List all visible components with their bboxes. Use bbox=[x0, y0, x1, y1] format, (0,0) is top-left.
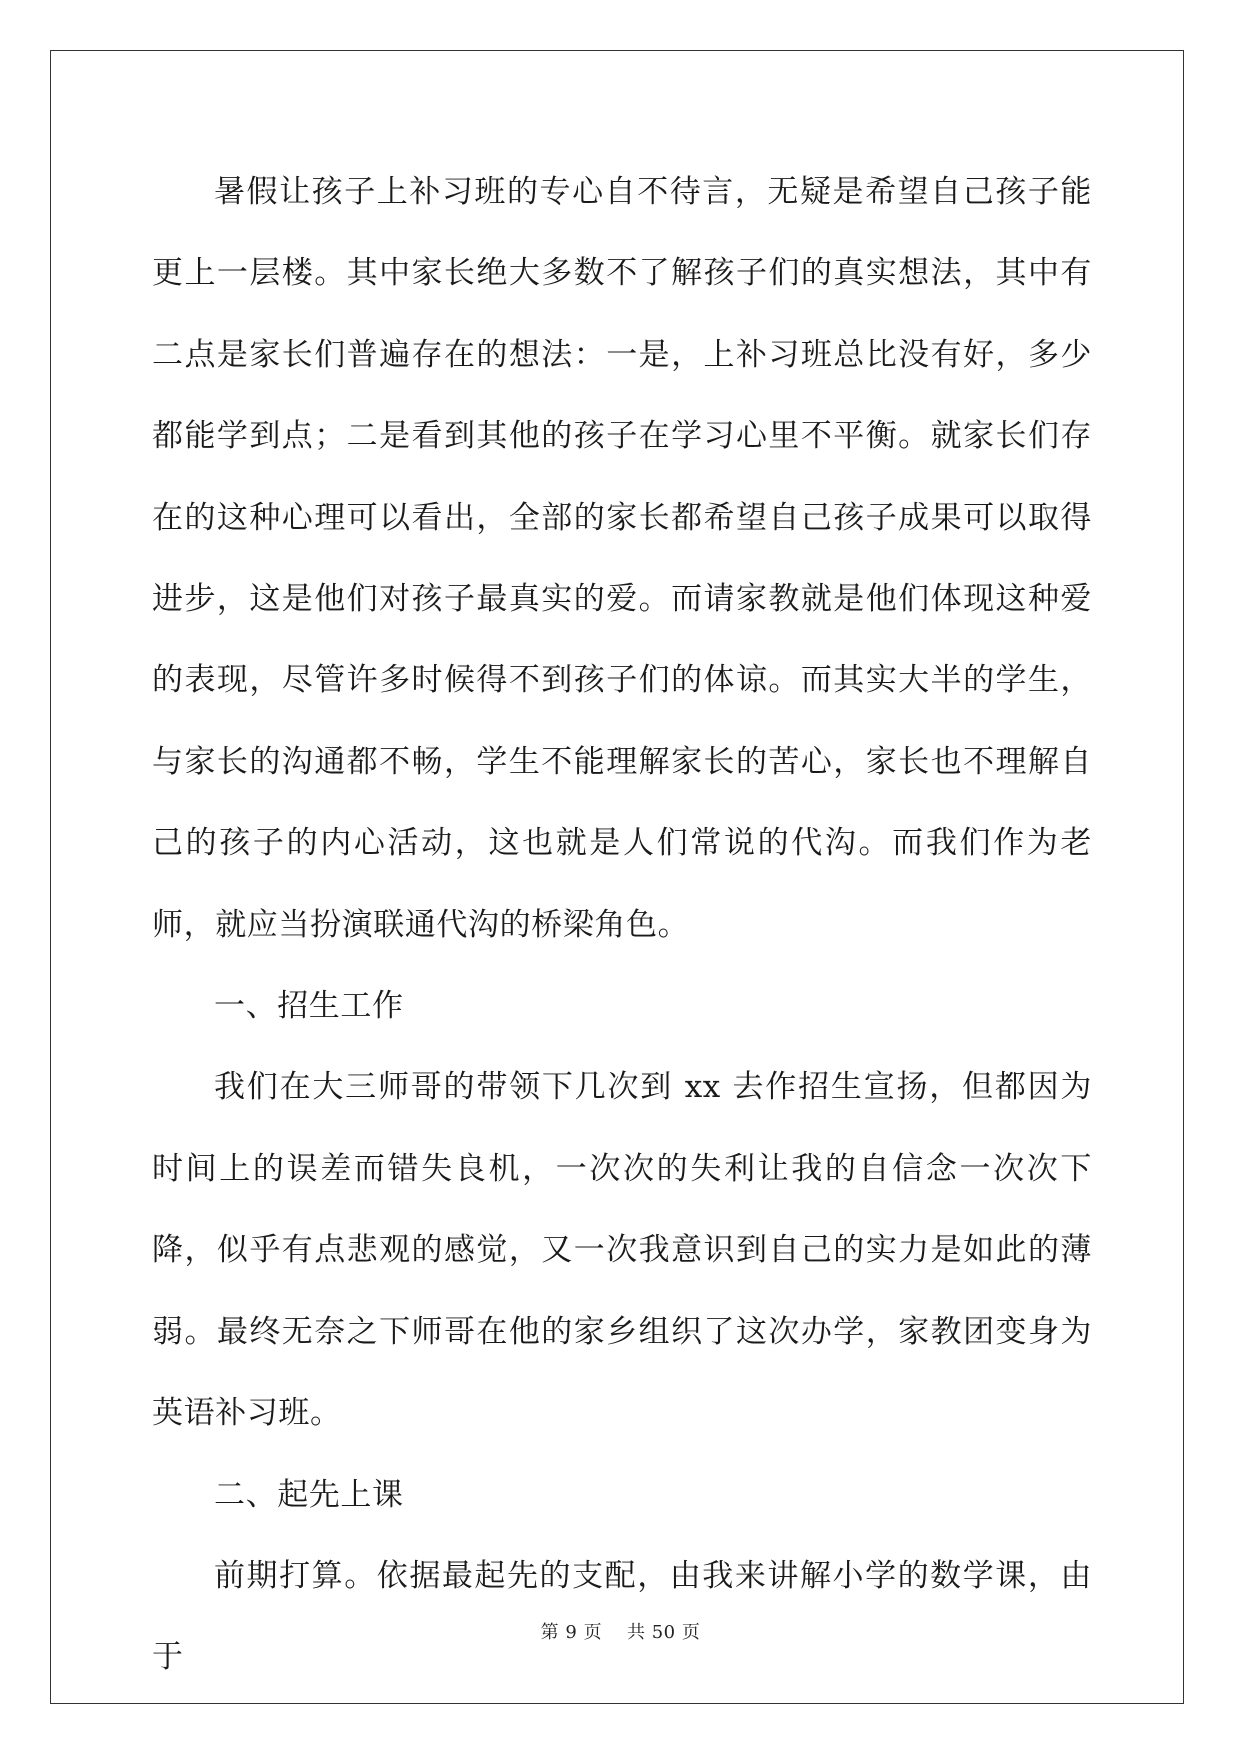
page-footer bbox=[0, 1618, 1241, 1644]
section-heading: 一、招生工作 bbox=[214, 988, 404, 1025]
document-body bbox=[152, 152, 1092, 1699]
body-paragraph: 前期打算。依据最起先的支配，由我来讲解小学的数学课，由于 bbox=[152, 1557, 1092, 1676]
section-heading: 二、起先上课 bbox=[214, 1476, 404, 1513]
body-paragraph: 暑假让孩子上补习班的专心自不待言，无疑是希望自己孩子能更上一层楼。其中家长绝大多数不了解孩子们的真实想法，其中有二点是家长们普遍存在的想法：一是，上补习班总比没有好，多少都能学到点；二是看到其他的孩子在学习心里不平衡。就家长们存在的这种心理可以看出，全部的家长都希望自己孩子成果可以取得进步，这是他们对孩子最真实的爱。而请家教就是他们体现这种爱的表现，尽管许多时候得不到孩子们的体谅。而其实大半的学生，与家长的沟通都不畅，学生不能理解家长的苦心，家长也不理解自己的孩子的内心活动，这也就是人们常说的代沟。而我们作为老师，就应当扮演联通代沟的桥梁角色。 bbox=[152, 174, 1092, 943]
body-paragraph: 我们在大三师哥的带领下几次到 xx 去作招生宣扬，但都因为时间上的误差而错失良机，一次次的失利让我的自信念一次次下降，似乎有点悲观的感觉，又一次我意识到自己的实力是如此的薄弱。最终无奈之下师哥在他的家乡组织了这次办学，家教团变身为英语补习班。 bbox=[152, 1069, 1092, 1432]
page-number: 第 9 页 bbox=[540, 1622, 603, 1643]
page-total: 共 50 页 bbox=[626, 1622, 701, 1643]
